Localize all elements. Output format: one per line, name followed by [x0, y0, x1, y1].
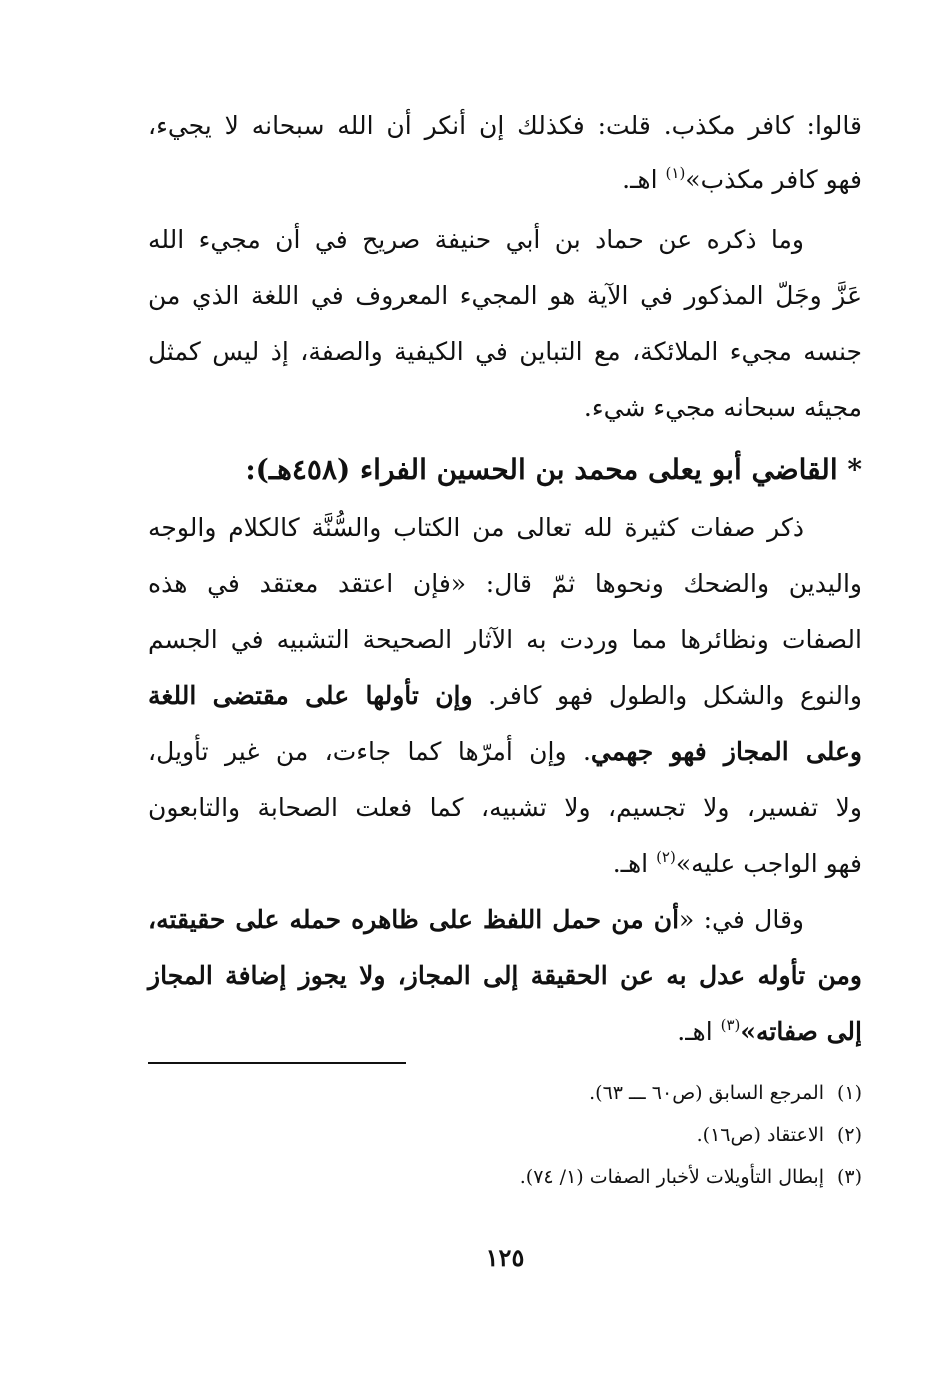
paragraph-4-line-3	[148, 1012, 862, 1052]
text: . وإن أمرّها كما جاءت، من غير تأويل،	[148, 737, 591, 766]
footnote-ref-1: (١)	[665, 164, 686, 182]
text: اهـ.	[622, 165, 666, 194]
bold-text: وإن تأولها على مقتضى اللغة	[148, 681, 473, 710]
paragraph-3-line-7	[148, 844, 862, 884]
footnote-2	[148, 1118, 862, 1152]
footnote-1	[148, 1076, 862, 1110]
paragraph-3-line-1: ذكر صفات كثيرة لله تعالى من الكتاب والسُّنَّة كالكلام والوجه	[148, 513, 804, 542]
footnote-text: إبطال التأويلات لأخبار الصفات (١/ ٧٤).	[519, 1166, 824, 1188]
text: اهـ.	[677, 1017, 721, 1046]
paragraph-1-line-1: قالوا: كافر مكذب. قلت: فكذلك إن أنكر أن الله سبحانه لا يجيء،	[148, 111, 862, 140]
text: والنوع والشكل والطول فهو كافر.	[472, 681, 863, 710]
paragraph-3-line-5	[148, 732, 862, 772]
footnote-number: (١)	[836, 1082, 862, 1104]
paragraph-2-line-3: جنسه مجيء الملائكة، مع التباين في الكيفية والصفة، إذ ليس كمثل	[148, 337, 862, 366]
paragraph-3-line-4	[148, 676, 862, 716]
bold-text: أن من حمل اللفظ على ظاهره حمله على حقيقته،	[148, 905, 680, 934]
bold-text: وعلى المجاز فهو جهمي	[590, 737, 863, 766]
paragraph-4-line-1	[148, 900, 862, 940]
footnote-ref-3: (٣)	[720, 1016, 741, 1034]
paragraph-2-line-4: مجيئه سبحانه مجيء شيء.	[583, 393, 862, 422]
footnote-number: (٣)	[836, 1166, 862, 1188]
paragraph-4-line-2: ومن تأوله عدل به عن الحقيقة إلى المجاز، ولا يجوز إضافة المجاز	[148, 961, 862, 990]
paragraph-2-line-2: عَزَّ وجَلّ المذكور في الآية هو المجيء المعروف في اللغة الذي من	[148, 281, 862, 310]
footnote-ref-2: (٢)	[656, 848, 676, 866]
footnote-text: الاعتقاد (ص١٦).	[696, 1124, 824, 1146]
section-heading: * القاضي أبو يعلى محمد بن الحسين الفراء (٤٥٨هـ):	[245, 453, 862, 486]
bold-text: إلى صفاته»	[740, 1017, 862, 1046]
footnote-separator	[148, 1062, 406, 1064]
text: فهو الواجب عليه»	[675, 849, 862, 878]
paragraph-3-line-6: ولا تفسير، ولا تجسيم، ولا تشبيه، كما فعلت الصحابة والتابعون	[148, 793, 862, 822]
page-number: ١٢٥	[485, 1243, 525, 1272]
footnote-3	[148, 1160, 862, 1194]
text: اهـ.	[612, 849, 657, 878]
paragraph-3-line-3: الصفات ونظائرها مما وردت به الآثار الصحيحة التشبيه في الجسم	[148, 625, 862, 654]
paragraph-1-line-2	[148, 160, 862, 200]
footnote-text: المرجع السابق (ص٦٠ ـــ ٦٣).	[589, 1082, 824, 1104]
text: وقال في: «	[679, 905, 804, 934]
paragraph-2-line-1: وما ذكره عن حماد بن أبي حنيفة صريح في أن مجيء الله	[148, 225, 804, 254]
footnote-number: (٢)	[836, 1124, 862, 1146]
paragraph-3-line-2: واليدين والضحك ونحوها ثمّ قال: «فإن اعتقد معتقد في هذه	[148, 569, 862, 598]
book-page	[148, 96, 862, 1326]
text: فهو كافر مكذب»	[685, 165, 862, 194]
